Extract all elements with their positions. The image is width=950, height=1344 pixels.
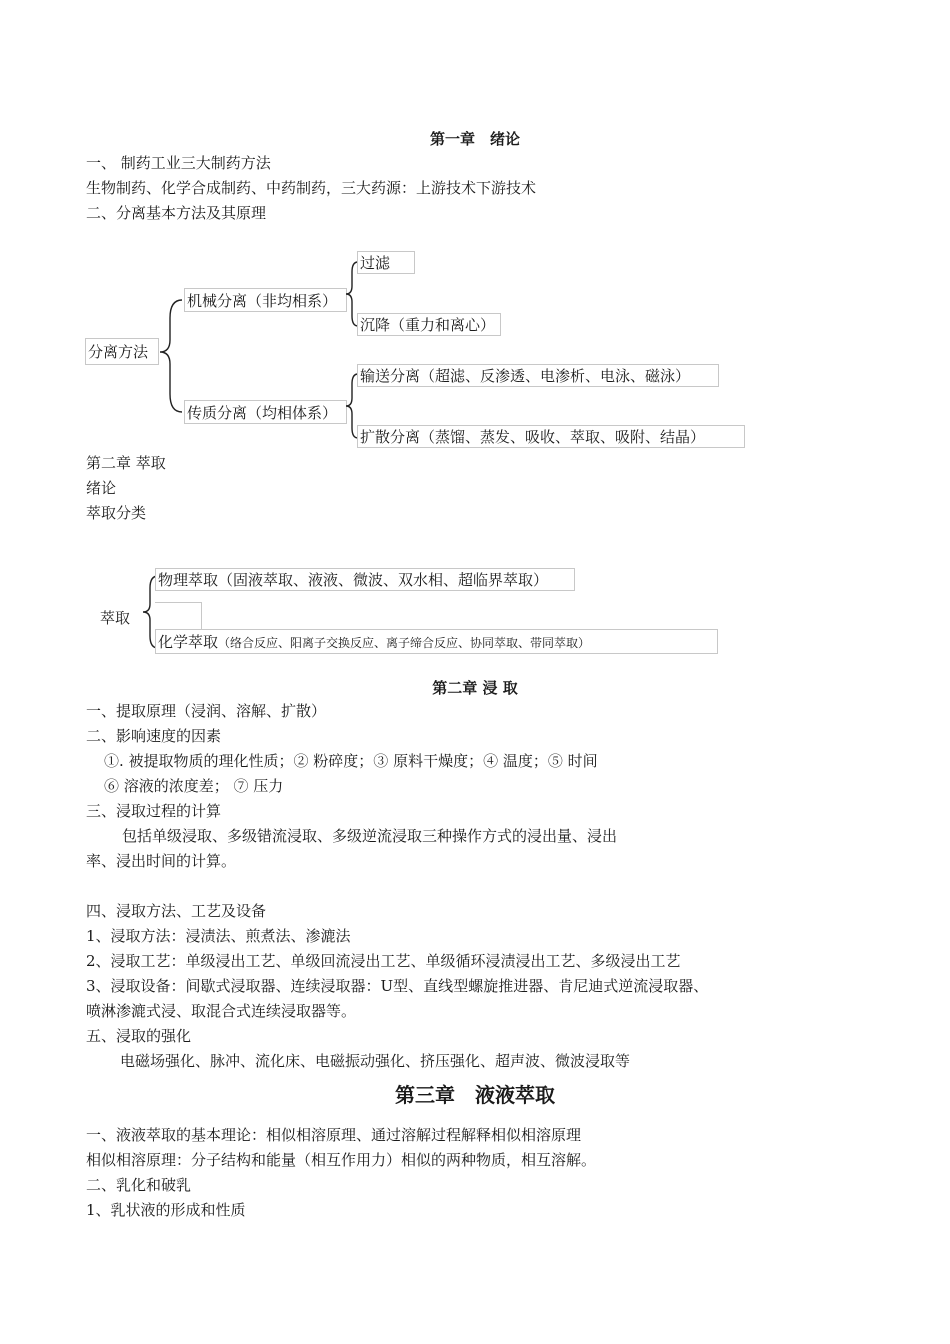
ext-chemical-node: [155, 629, 718, 654]
ch3-p1: 一、液液萃取的基本理论：相似相溶原理、通过溶解过程解释相似相溶原理: [86, 1126, 582, 1144]
ext-chemical-label: 化学萃取: [158, 633, 219, 651]
leach-p3-line1: 包括单级浸取、多级错流浸取、多级逆流浸取三种操作方式的浸出量、浸出: [122, 827, 618, 845]
chapter1-title: 第一章 绪论: [429, 130, 520, 148]
ch1-section1-heading: 一、 制药工业三大制药方法: [86, 154, 271, 172]
ch1-section1-body: 生物制药、化学合成制药、中药制药，三大药源：上游技术下游技术: [86, 179, 537, 197]
ch3-p2: 二、乳化和破乳: [86, 1176, 192, 1194]
ch2-extraction-title: 第二章 萃取: [86, 454, 166, 472]
leach-p3-line2: 率、浸出时间的计算。: [86, 852, 237, 870]
ext-physical-node: 物理萃取（固液萃取、液液、微波、双水相、超临界萃取）: [155, 568, 575, 591]
ch3-p1-body: 相似相溶原理：分子结构和能量（相互作用力）相似的两种物质，相互溶解。: [86, 1151, 597, 1169]
leach-p2-line2: ⑥ 溶液的浓度差； ⑦ 压力: [104, 777, 284, 795]
leach-p2-line1: ①. 被提取物质的理化性质；② 粉碎度；③ 原料干燥度；④ 温度；⑤ 时间: [104, 752, 598, 770]
leach-p4-1: 1、浸取方法：浸渍法、煎煮法、渗漉法: [86, 927, 351, 945]
leach-p4-3b: 喷淋渗漉式浸、取混合式连续浸取器等。: [86, 1002, 357, 1020]
leach-p4: 四、浸取方法、工艺及设备: [86, 902, 267, 920]
chapter3-title: 第三章 液液萃取: [395, 1083, 555, 1107]
sep-filter-node: 过滤: [357, 251, 415, 274]
leach-p3: 三、浸取过程的计算: [86, 802, 222, 820]
leach-p5-line: 电磁场强化、脉冲、流化床、电磁振动强化、挤压强化、超声波、微波浸取等: [120, 1052, 631, 1070]
leach-p4-2: 2、浸取工艺：单级浸出工艺、单级回流浸出工艺、单级循环浸渍浸出工艺、多级浸出工艺: [86, 952, 681, 970]
ext-connector-box: [155, 602, 202, 631]
sep-mechanical-node: 机械分离（非均相系）: [184, 288, 347, 312]
leach-p5: 五、浸取的强化: [86, 1027, 192, 1045]
ext-chemical-detail: （络合反应、阳离子交换反应、离子缔合反应、协同萃取、带同萃取）: [218, 636, 591, 650]
sep-settle-node: 沉降（重力和离心）: [357, 313, 501, 336]
ch2-intro: 绪论: [86, 479, 117, 497]
sep-root-node: 分离方法: [85, 338, 159, 365]
sep-transport-node: 输送分离（超滤、反渗透、电渗析、电泳、磁泳）: [357, 364, 719, 387]
ch2-classify: 萃取分类: [86, 504, 147, 522]
ext-root-node: 萃取: [100, 609, 131, 627]
leach-p1: 一、提取原理（浸润、溶解、扩散）: [86, 702, 327, 720]
chapter2-leaching-title: 第二章 浸 取: [432, 679, 518, 697]
leach-p4-3: 3、浸取设备：间歇式浸取器、连续浸取器：U型、直线型螺旋推进器、肯尼迪式逆流浸取器、: [86, 977, 709, 995]
leach-p2: 二、影响速度的因素: [86, 727, 222, 745]
ch3-p2-1: 1、乳状液的形成和性质: [86, 1201, 246, 1219]
sep-diffusion-node: 扩散分离（蒸馏、蒸发、吸收、萃取、吸附、结晶）: [357, 425, 745, 448]
sep-root-brace: [156, 298, 186, 414]
ch1-section2-heading: 二、分离基本方法及其原理: [86, 204, 267, 222]
sep-mass-transfer-node: 传质分离（均相体系）: [184, 400, 347, 424]
